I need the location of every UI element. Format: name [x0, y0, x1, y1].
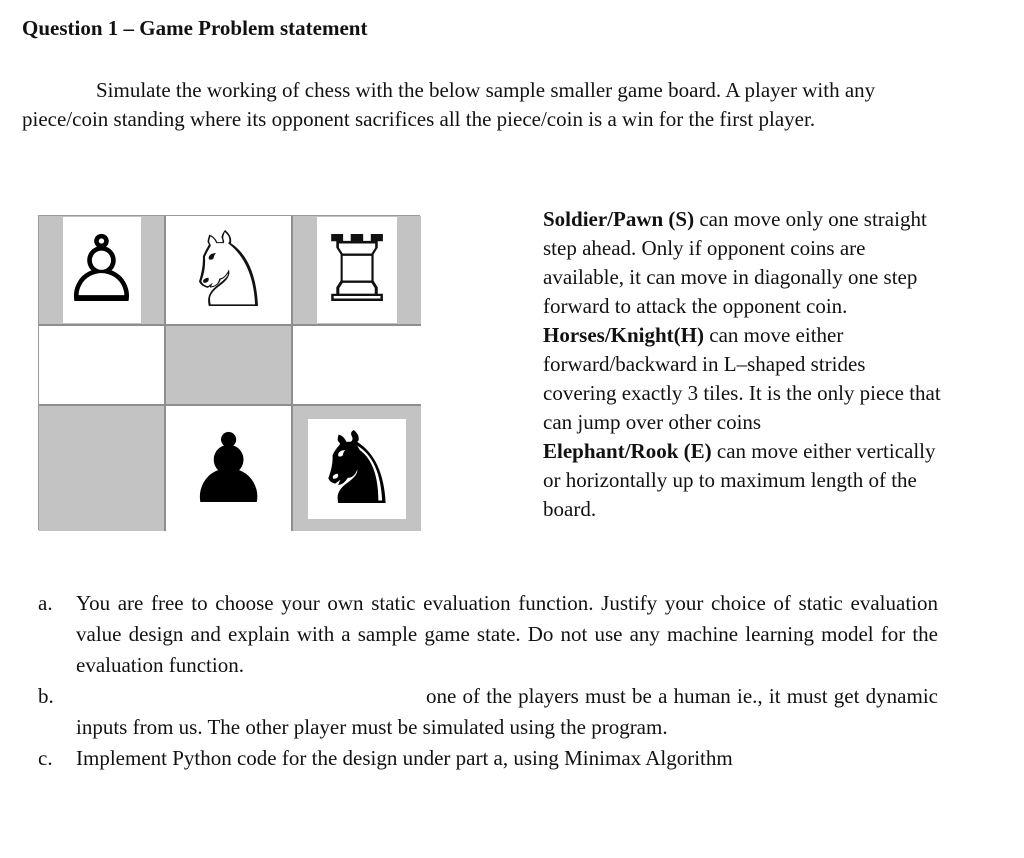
task-list: [38, 588, 938, 774]
board-cell-r3c3: [293, 406, 421, 531]
chess-board: [38, 215, 420, 530]
white-knight-icon: ♘: [181, 216, 276, 326]
board-cell-r2c2: [166, 326, 293, 406]
task-text: Implement Python code for the design under part a, using Minimax Algorithm: [76, 746, 733, 770]
task-a: [38, 588, 938, 681]
question-title: Question 1 – Game Problem statement: [22, 16, 368, 40]
board-cell-r2c3: [293, 326, 421, 406]
rule-text: can move only one straight step ahead. Only if opponent coins are available, it can move in diagonally one step forward to attack the opponent coin.: [543, 207, 927, 318]
task-text: one of the players must be a human ie., it must get dynamic inputs from us. The other player must be simulated using the program.: [76, 684, 938, 739]
board-cell-r3c1: [39, 406, 166, 531]
rule-name: Horses/Knight(H): [543, 323, 704, 347]
board-cell-r2c1: [39, 326, 166, 406]
white-pawn-icon: ♙: [60, 216, 143, 323]
white-rook-icon: ♖: [315, 216, 399, 323]
black-knight-icon: ♞: [312, 409, 402, 527]
rule-soldier: [543, 205, 943, 321]
task-b: [38, 681, 938, 743]
board-cell-r1c2: [166, 216, 293, 326]
piece-rules: [543, 205, 943, 524]
rule-name: Elephant/Rook (E): [543, 439, 712, 463]
task-marker: c.: [38, 746, 53, 770]
rule-name: Soldier/Pawn (S): [543, 207, 695, 231]
board-cell-r3c2: [166, 406, 293, 531]
board-cell-r1c1: [39, 216, 166, 326]
black-pawn-icon: ♟: [185, 412, 272, 525]
board-cell-r1c3: [293, 216, 421, 326]
rule-horse: [543, 321, 943, 437]
task-text: You are free to choose your own static evaluation function. Justify your choice of static evaluation value design and explain with a sample game state. Do not use any machine learning model for the evaluation function.: [76, 591, 938, 677]
task-marker: b.: [38, 684, 54, 708]
task-marker: a.: [38, 591, 53, 615]
rule-text: can move either forward/backward in L–shaped strides covering exactly 3 tiles. It is the only piece that can jump over other coins: [543, 323, 941, 434]
task-c: [38, 743, 938, 774]
intro-text: Simulate the working of chess with the below sample smaller game board. A player with any piece/coin standing where its opponent sacrifices all the piece/coin is a win for the first player.: [22, 78, 876, 131]
rule-elephant: [543, 437, 943, 524]
problem-intro: [22, 76, 952, 134]
rule-text: can move either vertically or horizontally up to maximum length of the board.: [543, 439, 936, 521]
